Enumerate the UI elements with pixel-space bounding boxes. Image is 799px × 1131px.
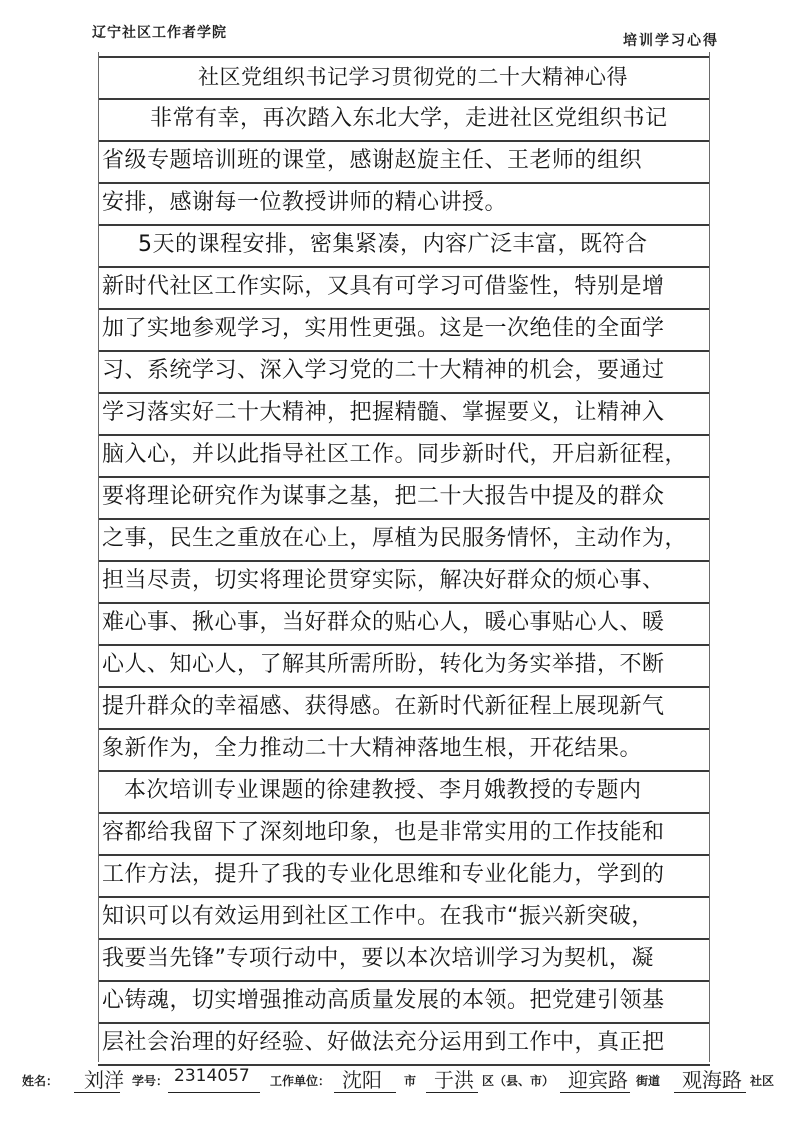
student-id-label: 学号：: [132, 1074, 169, 1088]
text-line: 层社会治理的好经验、好做法充分运用到工作中，真正把: [102, 1030, 665, 1055]
text-line: 心人、知心人，了解其所需所盼，转化为务实举措，不断: [102, 652, 665, 677]
name-value: 刘洋: [84, 1068, 124, 1092]
text-line: 容都给我留下了深刻地印象，也是非常实用的工作技能和: [102, 820, 665, 845]
text-line: 担当尽责，切实将理论贯穿实际，解决好群众的烦心事、: [102, 568, 665, 593]
street-underline: [560, 1092, 630, 1093]
text-line: 省级专题培训班的课堂，感谢赵旋主任、王老师的组织: [102, 148, 643, 173]
name-underline: [74, 1092, 120, 1093]
district-suffix: 区（县、市）: [482, 1074, 555, 1088]
name-label: 姓名：: [22, 1074, 59, 1088]
city-suffix: 市: [404, 1074, 417, 1088]
text-line: 本次培训专业课题的徐建教授、李月娥教授的专题内: [124, 778, 642, 803]
text-line: 安排，感谢每一位教授讲师的精心讲授。: [102, 190, 508, 215]
text-line: 我要当先锋”专项行动中，要以本次培训学习为契机，凝: [102, 946, 654, 971]
community-underline: [674, 1092, 746, 1093]
text-line: 要将理论研究作为谋事之基，把二十大报告中提及的群众: [102, 484, 665, 509]
district-underline: [426, 1092, 478, 1093]
community-suffix: 社区: [750, 1074, 775, 1088]
work-unit-label: 工作单位：: [270, 1074, 331, 1088]
text-line: 习、系统学习、深入学习党的二十大精神的机会，要通过: [102, 358, 665, 383]
text-line: 学习落实好二十大精神，把握精髓、掌握要义，让精神入: [102, 400, 665, 425]
document-type-header: 培训学习心得: [623, 33, 719, 49]
street-value: 迎宾路: [568, 1068, 628, 1092]
text-line: 脑入心，并以此指导社区工作。同步新时代，开启新征程，: [102, 442, 688, 467]
text-line: 知识可以有效运用到社区工作中。在我市“振兴新突破，: [102, 904, 654, 929]
left-margin-line: [98, 52, 99, 1062]
city-underline: [334, 1092, 396, 1093]
essay-title: 社区党组织书记学习贯彻党的二十大精神心得: [198, 65, 628, 89]
text-line: 之事，民生之重放在心上，厚植为民服务情怀，主动作为，: [102, 526, 688, 551]
text-line: 象新作为，全力推动二十大精神落地生根，开花结果。: [102, 736, 643, 761]
street-suffix: 街道: [636, 1074, 661, 1088]
text-line: 非常有幸，再次踏入东北大学，走进社区党组织书记: [150, 106, 668, 131]
text-line: 心铸魂，切实增强推动高质量发展的本领。把党建引领基: [102, 988, 665, 1013]
district-value: 于洪: [434, 1068, 474, 1092]
institution-header: 辽宁社区工作者学院: [92, 25, 227, 41]
ruled-sheet: [98, 52, 710, 1062]
text-line: 难心事、揪心事，当好群众的贴心人，暖心事贴心人、暖: [102, 610, 665, 635]
community-value: 观海路: [682, 1068, 742, 1092]
text-line: 加了实地参观学习，实用性更强。这是一次绝佳的全面学: [102, 316, 665, 341]
text-line: 5天的课程安排，密集紧凑，内容广泛丰富，既符合: [138, 232, 648, 257]
footer-info: [22, 1066, 782, 1098]
text-line: 提升群众的幸福感、获得感。在新时代新征程上展现新气: [102, 694, 665, 719]
text-line: 新时代社区工作实际，又具有可学习可借鉴性，特别是增: [102, 274, 665, 299]
text-line: 工作方法，提升了我的专业化思维和专业化能力，学到的: [102, 862, 665, 887]
city-value: 沈阳: [342, 1068, 382, 1092]
student-id-underline: [168, 1092, 260, 1093]
student-id-value: 2314057: [174, 1066, 250, 1086]
